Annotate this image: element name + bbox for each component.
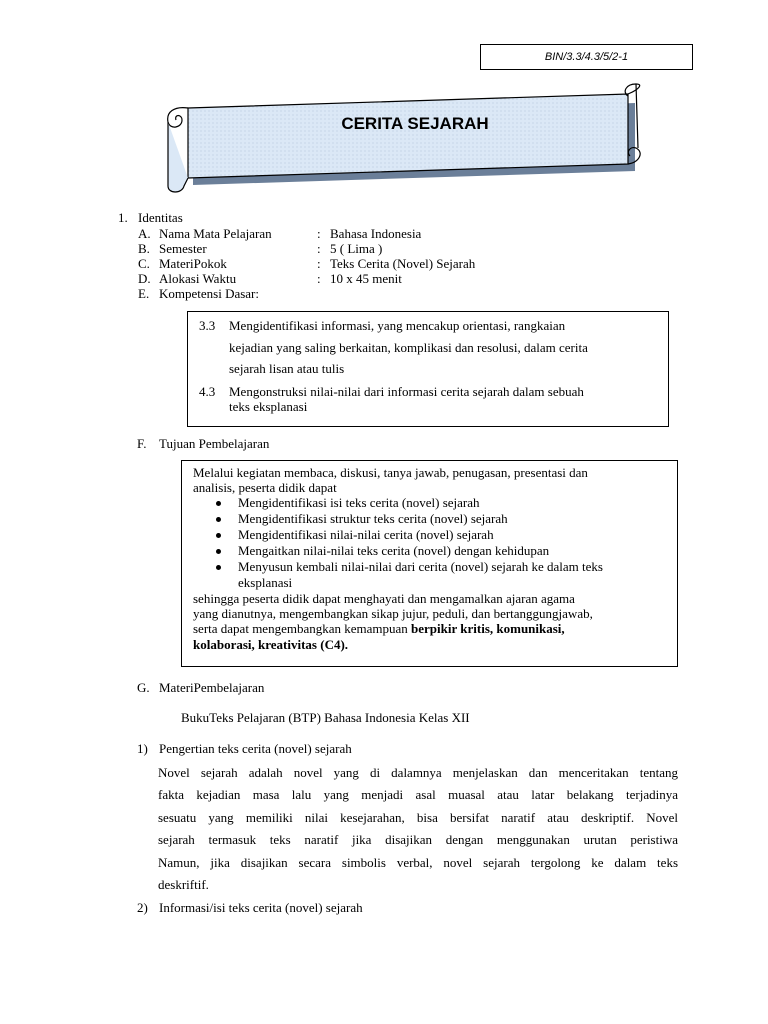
tujuan-intro: Melalui kegiatan membaca, diskusi, tanya jawab, penugasan, presentasi dan [193,465,588,480]
tujuan-bullet: Mengaitkan nilai-nilai teks cerita (novel) dengan kehidupan [238,543,550,558]
tujuan-bullet: Mengidentifikasi nilai-nilai cerita (novel) sejarah [238,527,494,542]
item-value: 10 x 45 menit [330,271,402,286]
tujuan-bullet: Menyusun kembali nilai-nilai dari cerita (novel) sejarah ke dalam teks [238,559,603,574]
item-label: Nama Mata Pelajaran [159,226,272,241]
item-number: 1) [137,741,148,756]
kd-text: Mengonstruksi nilai-nilai dari informasi cerita sejarah dalam sebuah [229,384,584,399]
bullet-icon [216,549,221,554]
item-letter: D. [138,271,151,286]
item-letter: E. [138,286,150,301]
tujuan-intro: analisis, peserta didik dapat [193,480,337,495]
kd-text: sejarah lisan atau tulis [229,361,345,376]
item-title: Pengertian teks cerita (novel) sejarah [159,741,352,756]
section-number: 1. [118,210,128,225]
banner-title: CERITA SEJARAH [341,114,489,133]
scroll-banner [160,82,645,200]
tujuan-closing-bold: kolaborasi, kreativitas (C4). [193,637,349,652]
bullet-icon [216,501,221,506]
item-label: MateriPokok [159,256,227,271]
tujuan-bullet: Mengidentifikasi struktur teks cerita (novel) sejarah [238,511,508,526]
paragraph-line: deskriftif. [158,877,209,892]
kd-number: 4.3 [199,384,216,399]
kd-text: teks eksplanasi [229,399,308,414]
item-colon: : [317,271,321,286]
item-letter: B. [138,241,150,256]
item-label: Kompetensi Dasar: [159,286,260,301]
kd-text: kejadian yang saling berkaitan, komplikasi dan resolusi, dalam cerita [229,340,588,355]
item-value: Bahasa Indonesia [330,226,422,241]
paragraph-line: sesuatu yang memiliki nilai kesejarahan, bisa bersifat naratif atau deskriptif. Novel [158,810,678,825]
bullet-icon [216,533,221,538]
item-colon: : [317,226,321,241]
item-label: Alokasi Waktu [159,271,237,286]
paragraph-line: Novel sejarah adalah novel yang di dalamnya menjelaskan dan menceritakan tentang [158,765,678,780]
closing-plain: serta dapat mengembangkan kemampuan [193,621,412,636]
item-value: 5 ( Lima ) [330,241,383,256]
item-colon: : [317,241,321,256]
kd-number: 3.3 [199,318,216,333]
tujuan-bullet: Mengidentifikasi isi teks cerita (novel) sejarah [238,495,480,510]
item-letter: C. [138,256,150,271]
item-label: Semester [159,241,207,256]
identitas-heading: Identitas [138,210,183,225]
materi-book: BukuTeks Pelajaran (BTP) Bahasa Indonesia Kelas XII [181,710,470,725]
tujuan-closing [193,621,565,636]
tujuan-closing: sehingga peserta didik dapat menghayati dan mengamalkan ajaran agama [193,591,575,606]
item-title: Informasi/isi teks cerita (novel) sejarah [159,900,363,915]
tujuan-bullet-cont: eksplanasi [238,575,293,590]
tujuan-closing: yang dianutnya, mengembangkan sikap jujur, peduli, dan bertanggungjawab, [193,606,593,621]
item-colon: : [317,256,321,271]
paragraph-line: Namun, jika disajikan secara simbolis verbal, novel sejarah tergolong ke dalam teks [158,855,678,870]
kd-text: Mengidentifikasi informasi, yang mencakup orientasi, rangkaian [229,318,566,333]
closing-bold: berpikir kritis, komunikasi, [411,621,565,636]
item-letter: A. [138,226,151,241]
item-value: Teks Cerita (Novel) Sejarah [330,256,476,271]
document-code: BIN/3.3/4.3/5/2-1 [480,44,693,70]
bullet-icon [216,517,221,522]
section-letter: G. [137,680,150,695]
tujuan-heading: Tujuan Pembelajaran [159,436,270,451]
section-letter: F. [137,436,147,451]
paragraph-line: sejarah termasuk teks naratif jika disajikan dengan menggunakan urutan peristiwa [158,832,678,847]
paragraph-line: fakta kejadian masa lalu yang menjadi asal muasal atau latar belakang terjadinya [158,787,678,802]
materi-heading: MateriPembelajaran [159,680,265,695]
item-number: 2) [137,900,148,915]
bullet-icon [216,565,221,570]
